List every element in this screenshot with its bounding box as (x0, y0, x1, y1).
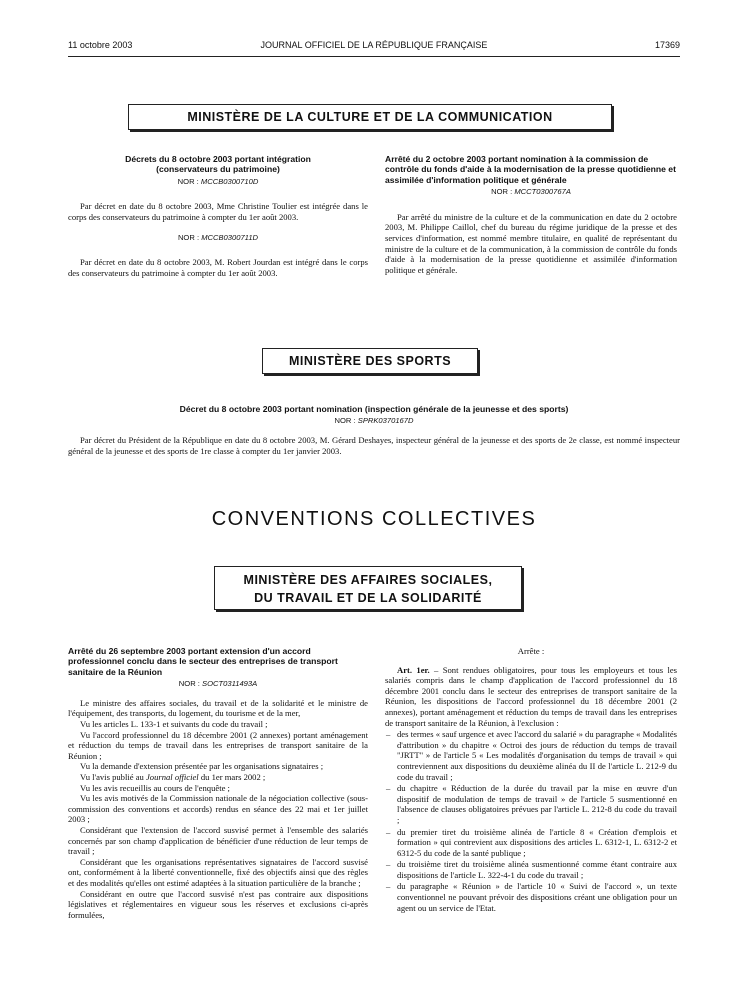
list-item: – du chapitre « Réduction de la durée du travail par la mise en œuvre d'un dispositif de modulation de temps de travail » de l'article 5 susmentionné en l'absence de clauses obligatoires prévues par l'article L. 212-8 du code du travail ; (385, 783, 677, 825)
visa-3: Vu la demande d'extension présentée par les organisations signataires ; (80, 761, 324, 772)
visa-2: Vu l'accord professionnel du 18 décembre 2001 (2 annexes) portant aménagement et réduction du temps de travail dans les entreprises de transport sanitaire de la Réunion ; (68, 729, 368, 761)
list-item: – du paragraphe « Réunion » de l'article 10 « Suivi de l'accord », un texte conventionnel ne pouvant prévoir des dispositions créant une obligation pour un agent ou un service de l'Etat. (385, 881, 677, 913)
decret-toulier-paragraph: Par décret en date du 8 octobre 2003, Mme Christine Toulier est intégrée dans le corps des conservateurs du patrimoine à compter du 1er août 2003. (68, 201, 368, 222)
visa-4: Vu l'avis publié au Journal officiel du 1er mars 2002 ; (80, 771, 266, 782)
article-1-label: Art. 1er. (397, 664, 430, 675)
list-item: – des termes « sauf urgence et avec l'accord du salarié » du paragraphe « Modalités d'attribution » du chapitre « Octroi des jours de réduction du temps de travail "JRTT" » de l'article 5 « Les modalités d'organisation du temps de travail » qui contreviennent aux dispositions du deuxième alinéa du II de l'article L. 212-9 du code du travail ; (385, 729, 677, 782)
ministry-social-box (214, 566, 522, 610)
visa-5: Vu les avis recueillis au cours de l'enquête ; (80, 782, 230, 793)
arrete-extension-title: Arrêté du 26 septembre 2003 portant extension d'un accord professionnel conclu dans le secteur des entreprises de transport sanitaire de la Réunion (68, 646, 338, 677)
section-title: CONVENTIONS COLLECTIVES (211, 508, 537, 530)
exclusions-list (385, 729, 677, 913)
nor-reference: NOR : MCCB0300711D (177, 232, 259, 242)
social-right-column (385, 646, 677, 914)
preamble-ministers: Le ministre des affaires sociales, du travail et de la solidarité et le ministre de l'équipement, des transports, du logement, du tourisme et de la mer, (68, 697, 368, 719)
visa-1: Vu les articles L. 133-1 et suivants du code du travail ; (80, 719, 268, 729)
decret-jourdan-paragraph: Par décret en date du 8 octobre 2003, M. Robert Jourdan est intégré dans le corps des conservateurs du patrimoine à compter du 1er août 2003. (68, 257, 368, 278)
sports-decree-title: Décret du 8 octobre 2003 portant nomination (inspection générale de la jeunesse et des sports) (179, 404, 569, 414)
running-header (68, 40, 680, 54)
sports-decree (68, 404, 680, 456)
ministry-social-title-line1: MINISTÈRE DES AFFAIRES SOCIALES, (243, 573, 493, 587)
ministry-culture-box (128, 104, 612, 130)
header-rule (68, 56, 680, 57)
considerant-1: Considérant que l'extension de l'accord susvisé permet à l'ensemble des salariés concernés par son champ d'application de bénéficier d'une réduction de leur temps de travail ; (68, 824, 368, 857)
page-number: 17369 (654, 40, 680, 50)
list-item: – du troisième tiret du troisième alinéa susmentionné comme étant contraire aux dispositions de l'article L. 322-4-1 du code du travail ; (385, 859, 677, 880)
nor-reference: NOR : SOCT0311493A (178, 679, 258, 689)
issue-date: 11 octobre 2003 (68, 40, 133, 50)
nor-reference: NOR : MCCB0300710D (177, 176, 259, 186)
article-1: Art. 1er. – Sont rendues obligatoires, pour tous les employeurs et tous les salariés compris dans le champ d'application de l'accord professionnel du 18 décembre 2001 conclu dans le secteur des entreprises de transport sanitaire de la Réunion, les dispositions de l'accord professionnel du 18 décembre 2001 (2 annexes), portant aménagement et réduction du temps de travail dans les entreprises de transport sanitaire de la Réunion, à l'exclusion : (385, 664, 677, 728)
ministry-sports-box (262, 348, 478, 374)
arrete-label: Arrête : (517, 646, 545, 656)
nor-reference: NOR : MCCT0300767A (491, 187, 571, 197)
nor-reference: NOR : SPRK0370167D (334, 416, 414, 426)
ministry-culture-title: MINISTÈRE DE LA CULTURE ET DE LA COMMUNICATION (187, 110, 553, 124)
considerant-2: Considérant que les organisations représentatives signataires de l'accord susvisé ont, conformément à la liberté conventionnelle, fixé des objectifs ainsi que des règles et des modalités qu'elles ont estimé adaptées à la situation particulière de la branche ; (68, 856, 368, 888)
sports-decree-paragraph: Par décret du Président de la République en date du 8 octobre 2003, M. Gérard Deshayes, inspecteur général de la jeunesse et des sports de 2e classe, est nommé inspecteur général de la jeunesse et des sports de 1re classe à compter du 1er janvier 2003. (68, 435, 680, 456)
journal-title: JOURNAL OFFICIEL DE LA RÉPUBLIQUE FRANÇAISE (260, 40, 488, 50)
considerant-3: Considérant en outre que l'accord susvisé n'est pas contraire aux dispositions législatives et réglementaires en vigueur sous les réserves et exclusions ci-après formulées, (68, 888, 368, 920)
ministry-social-title-line2: DU TRAVAIL ET DE LA SOLIDARITÉ (254, 591, 482, 605)
arrete-caillol-paragraph: Par arrêté du ministre de la culture et de la communication en date du 2 octobre 2003, M. Philippe Caillol, chef du bureau du régime juridique de la presse et des services d'information, est nommé membre titulaire, en qualité de représentant du ministre de la culture et de la communication, à la commission de contrôle du fonds d'aide à la modernisation de la presse quotidienne et assimilée d'information politique et générale. (385, 211, 677, 275)
arrete-commission-title: Arrêté du 2 octobre 2003 portant nomination à la commission de contrôle du fonds d'aide à la modernisation de la presse quotidienne et assimilée d'information politique et générale (385, 154, 676, 185)
ministry-sports-title: MINISTÈRE DES SPORTS (288, 354, 452, 368)
culture-left-column (68, 154, 368, 278)
culture-right-column (385, 154, 677, 275)
list-item: – du premier tiret du troisième alinéa de l'article 8 « Création d'emplois et formation » qui contrevient aux dispositions des articles L. 6312-1, L. 6312-2 et 6312-5 du code de la santé publique ; (385, 827, 677, 859)
visa-6: Vu les avis motivés de la Commission nationale de la négociation collective (sous-commission des conventions et accords) rendus en séance des 22 mai et 1er juillet 2003 ; (68, 793, 368, 825)
social-left-column (68, 646, 368, 920)
decret-integration-title: Décrets du 8 octobre 2003 portant intégration (conservateurs du patrimoine) (125, 154, 311, 175)
